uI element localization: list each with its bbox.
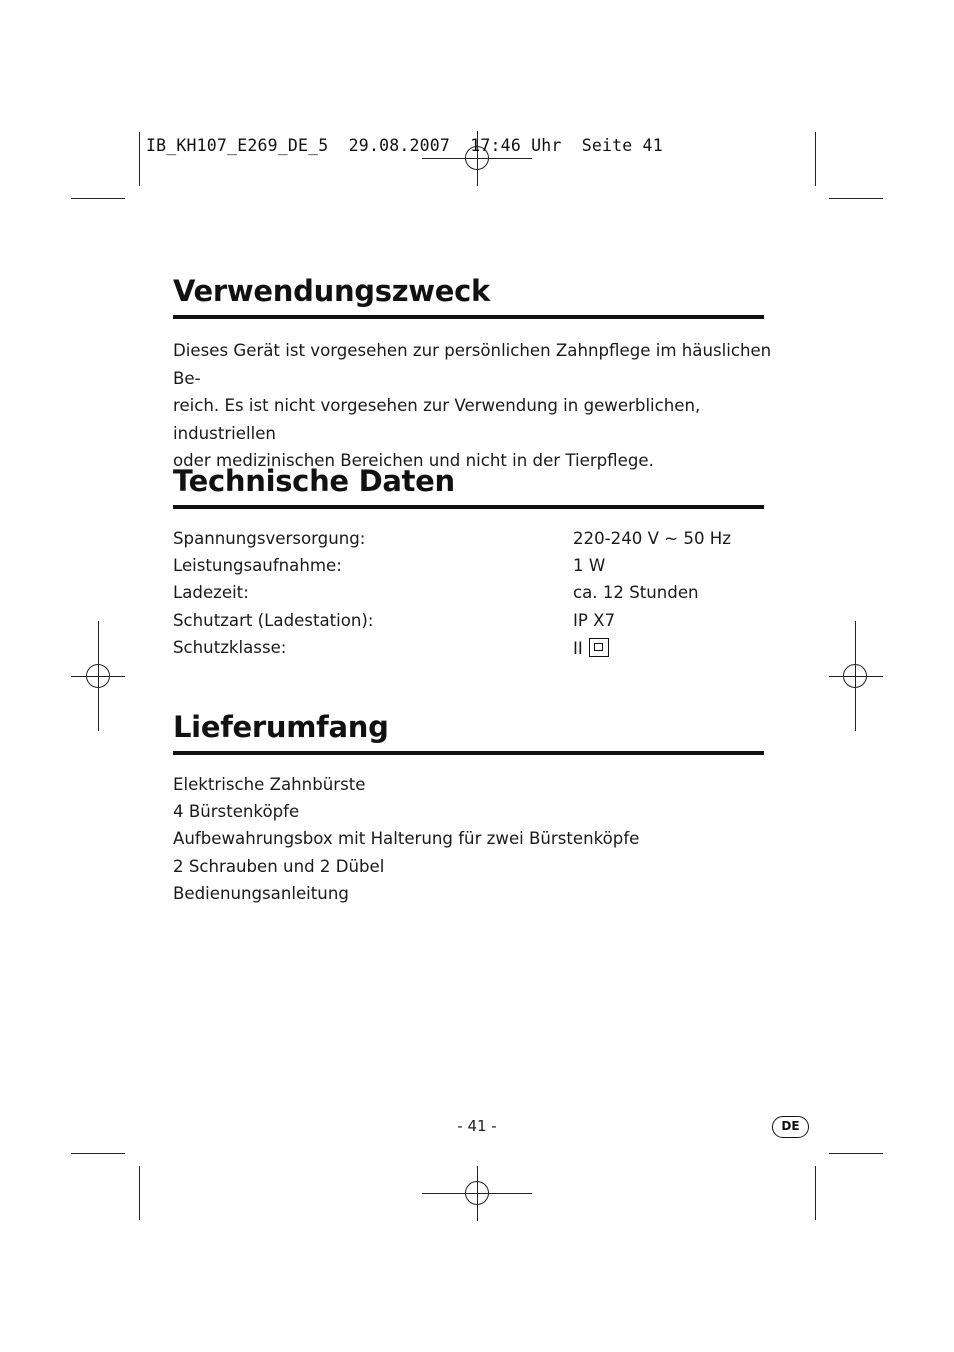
crop-mark [815,1166,816,1220]
crop-mark [815,132,816,186]
crop-mark [71,1153,125,1154]
spec-value-wrap [573,638,609,658]
heading-rule [173,751,764,755]
protection-class-ii-icon [589,638,609,657]
spec-row [173,611,773,638]
registration-circle [86,664,110,688]
list-item: Aufbewahrungsbox mit Halterung für zwei Bürstenköpfe [173,829,640,848]
heading-rule [173,315,764,319]
crop-mark [139,132,140,186]
registration-circle [843,664,867,688]
spec-value: 220-240 V ~ 50 Hz [573,529,731,548]
section-heading-specs: Technische Daten [173,464,455,498]
paragraph-line: reich. Es ist nicht vorgesehen zur Verwendung in gewerblichen, industriellen [173,396,701,443]
crop-mark [829,198,883,199]
list-item: Bedienungsanleitung [173,884,349,903]
spec-label: Ladezeit: [173,583,249,602]
spec-row [173,556,773,583]
crop-mark [139,1166,140,1220]
section-heading-contents: Lieferumfang [173,710,389,744]
heading-rule [173,505,764,509]
crop-mark [829,1153,883,1154]
spec-value: ca. 12 Stunden [573,583,699,602]
spec-value: IP X7 [573,611,616,630]
spec-row [173,529,773,556]
spec-label: Leistungsaufnahme: [173,556,342,575]
registration-circle [465,1181,489,1205]
spec-row [173,583,773,610]
spec-value: 1 W [573,556,606,575]
paragraph-line: oder medizinischen Bereichen und nicht in der Tierpflege. [173,451,654,470]
spec-value: II [573,639,583,658]
spec-label: Schutzart (Ladestation): [173,611,374,630]
crop-mark [71,198,125,199]
purpose-paragraph [173,337,773,475]
spec-label: Spannungsversorgung: [173,529,366,548]
paragraph-line: Dieses Gerät ist vorgesehen zur persönlichen Zahnpflege im häuslichen Be- [173,341,772,388]
list-item: 2 Schrauben und 2 Dübel [173,857,385,876]
page-number: - 41 - [457,1117,497,1135]
print-slug: IB_KH107_E269_DE_5 29.08.2007 17:46 Uhr Seite 41 [146,136,663,155]
list-item: Elektrische Zahnbürste [173,775,366,794]
list-item: 4 Bürstenköpfe [173,802,300,821]
section-heading-purpose: Verwendungszweck [173,274,491,308]
spec-row [173,638,773,665]
language-badge: DE [772,1116,809,1138]
spec-label: Schutzklasse: [173,638,287,657]
